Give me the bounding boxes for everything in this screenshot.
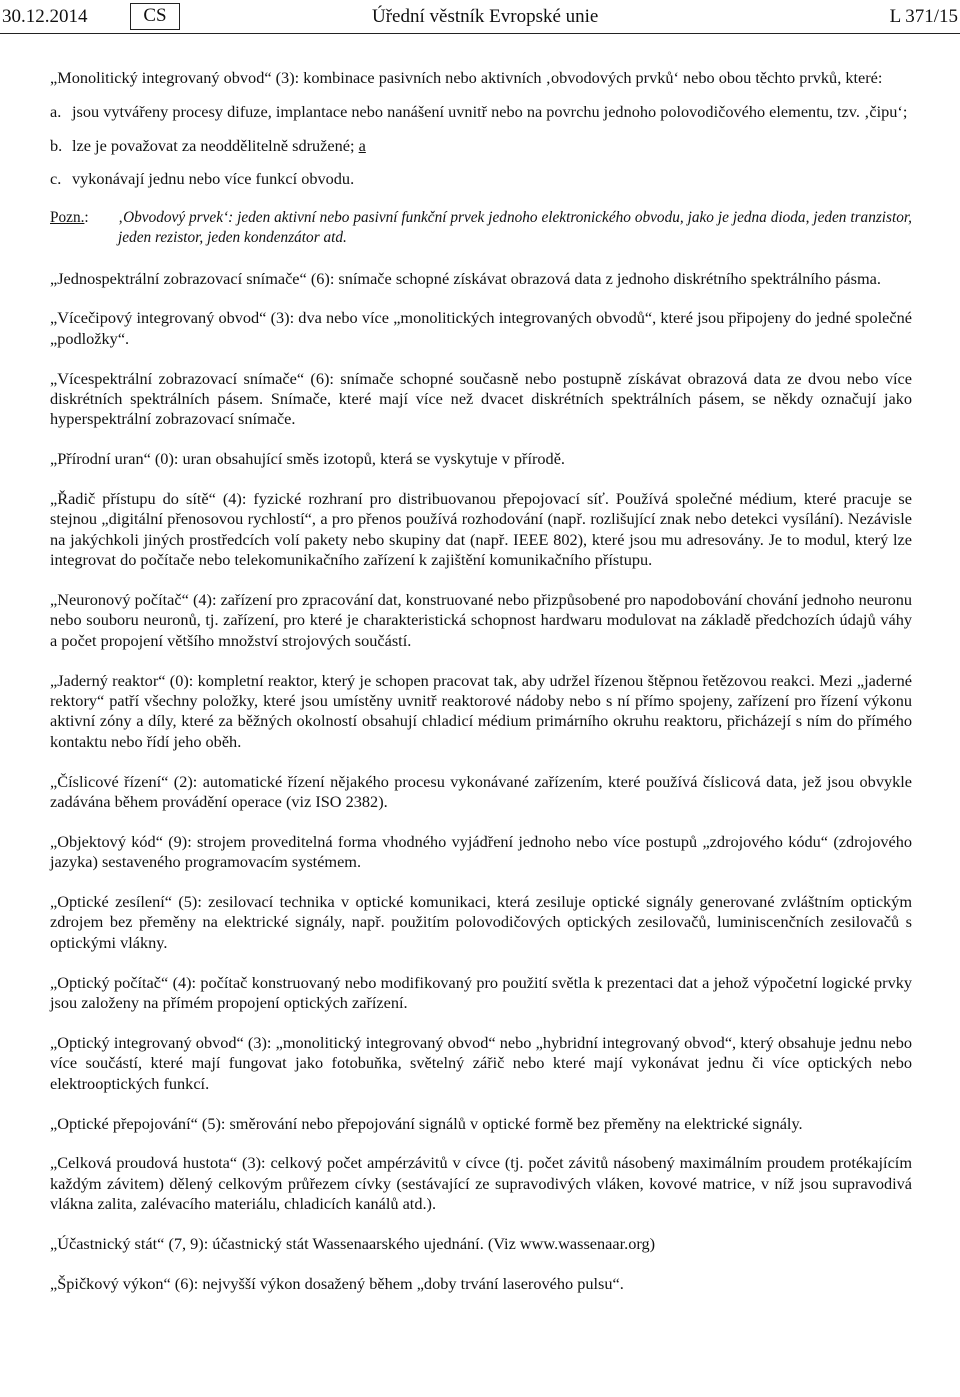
list-item-b [50,136,912,156]
language-code-box: CS [130,3,180,30]
definition-paragraph: „Optický počítač“ (4): počítač konstruovaný nebo modifikovaný pro použití světla k prezentaci dat a jehož výpočetní logické prvky jsou založeny na přímém propojení optických zařízení. [50,972,912,1013]
definition-paragraph: „Řadič přístupu do sítě“ (4): fyzické rozhraní pro distribuovanou přepojovací síť. Používá společné médium, které pracuje se stejnou „digitální přenosovou rychlostí“, a pro přenos používá rozhodování (např. rozlišující znak nebo detekci vysílání). Nezávisle na jakýchkoli jiných prostředcích volí pakety nebo skupiny dat (např. IEEE 802), které jsou mu adresovány. Je to modul, který lze integrovat do počítače nebo telekomunikačního zařízení k zajištění komunikačního přístupu. [50,489,912,570]
list-text: vykonávají jednu nebo více funkcí obvodu. [72,169,355,189]
note-text: ‚Obvodový prvek‘: jeden aktivní nebo pasivní funkční prvek jednoho elektronického obvodu, jako je jedna dioda, jeden tranzistor, jeden rezistor, jeden kondenzátor atd. [118,208,912,246]
definition-paragraph: „Optické přepojování“ (5): směrování nebo přepojování signálů v optické formě bez přeměny na elektrické signály. [50,1113,803,1133]
document-body [50,68,912,1314]
definition-monolithic-ic: „Monolitický integrovaný obvod“ (3): kombinace pasivních nebo aktivních ‚obvodových prvků‘ nebo obou těchto prvků, které: [50,68,883,87]
list-item-c [50,169,912,189]
definition-paragraph: „Číslicové řízení“ (2): automatické řízení nějakého procesu vykonávané zařízením, které používá číslicová data, jež jsou obvykle zadávána během provádění operace (viz ISO 2382). [50,771,912,812]
list-label: a. [50,102,62,122]
page-reference: L 371/15 [889,6,958,27]
definition-paragraph: „Celková proudová hustota“ (3): celkový počet ampérzávitů v cívce (tj. počet závitů násobený maximálním proudem protékajícím každým závitem) dělený celkovým průřezem cívky (sestávající ze supravodivých vláken, kovové matrice, v níž jsou supravodivá vlákna zalita, zalévacího materiálu, chladicích kanálů atd.). [50,1153,912,1214]
definition-paragraph: „Neuronový počítač“ (4): zařízení pro zpracování dat, konstruované nebo přizpůsobené pro napodobování chování jednoho neuronu nebo souboru neuronů, tj. zařízení, pro které je charakteristická schopnost hardwaru modulovat na základě předchozích údajů váhy a počet propojení většího množství strojových součástí. [50,590,912,650]
page-header [0,0,960,34]
header-divider [0,33,960,34]
definition-paragraph: „Objektový kód“ (9): strojem proveditelná forma vhodného vyjádření jednoho nebo více postupů „zdrojového kódu“ (zdrojového jazyka) sestaveného programovacím systémem. [50,831,912,872]
list-text: lze je považovat za neoddělitelně sdružené; [72,135,355,155]
list-text-wrapper [72,136,912,156]
definition-paragraph: „Přírodní uran“ (0): uran obsahující směs izotopů, která se vyskytuje v přírodě. [50,449,565,469]
note-colon: : [84,208,89,226]
list-label: c. [50,169,62,189]
list-text: jsou vytvářeny procesy difuze, implantace nebo nanášení uvnitř nebo na povrchu jednoho polovodičového elementu, tzv. ‚čipu‘; [72,102,908,122]
list-item-a [50,102,912,122]
definition-paragraph: „Špičkový výkon“ (6): nejvyšší výkon dosažený během „doby trvání laserového pulsu“. [50,1273,624,1293]
publication-date: 30.12.2014 [2,6,88,27]
note-block [50,208,912,248]
definition-paragraph: „Vícespektrální zobrazovací snímače“ (6): snímače schopné současně nebo postupně získávat obrazová data ze dvou nebo více diskrétních spektrálních pásem. Snímače, které mají více než dvacet diskrétních spektrálních pásem, se někdy označují jako hyperspektrální zobrazovací snímače. [50,368,912,429]
definition-paragraph: „Jednospektrální zobrazovací snímače“ (6): snímače schopné získávat obrazová data z jednoho diskrétního spektrálního pásma. [50,268,881,288]
list-text-suffix: a [358,135,366,155]
definition-paragraph: „Jaderný reaktor“ (0): kompletní reaktor, který je schopen pracovat tak, aby udržel řízenou štěpnou řetězovou reakci. Mezi „jaderné rektory“ patří všechny položky, které jsou umístěny uvnitř reaktorové nádoby nebo s ní přímo spojeny, zařízení pro řízení výkonu aktivní zóny a díly, které za běžných okolností obsahují chladicí médium primárního okruhu reaktoru, přicházejí s ním do přímého kontaktu nebo řídí jeho oběh. [50,670,912,751]
definition-paragraph: „Optický integrovaný obvod“ (3): „monolitický integrovaný obvod“ nebo „hybridní integrovaný obvod“, který obsahuje jednu nebo více součástí, které mají fungovat jako fotobuňka, světelný zářič nebo které mají vykonávat jednu či více optických nebo elektrooptických funkcí. [50,1032,912,1093]
list-label: b. [50,135,63,155]
definition-paragraph: „Účastnický stát“ (7, 9): účastnický stát Wassenaarského ujednání. (Viz www.wassenaar.org) [50,1233,656,1253]
definition-paragraph: „Vícečipový integrovaný obvod“ (3): dva nebo více „monolitických integrovaných obvodů“, které jsou připojeny do jedné společné „podložky“. [50,308,912,348]
note-label-wrapper [50,208,118,248]
note-label: Pozn. [50,208,85,226]
definition-paragraph: „Optické zesílení“ (5): zesilovací technika v optické komunikaci, která zesiluje optické signály generované zvláštním optickým zdrojem bez přeměny na elektrické signály, např. použitím polovodičových optických zesilovačů, luminiscenčních zesilovačů s optickými vlákny. [50,892,912,952]
journal-title: Úřední věstník Evropské unie [372,6,599,27]
